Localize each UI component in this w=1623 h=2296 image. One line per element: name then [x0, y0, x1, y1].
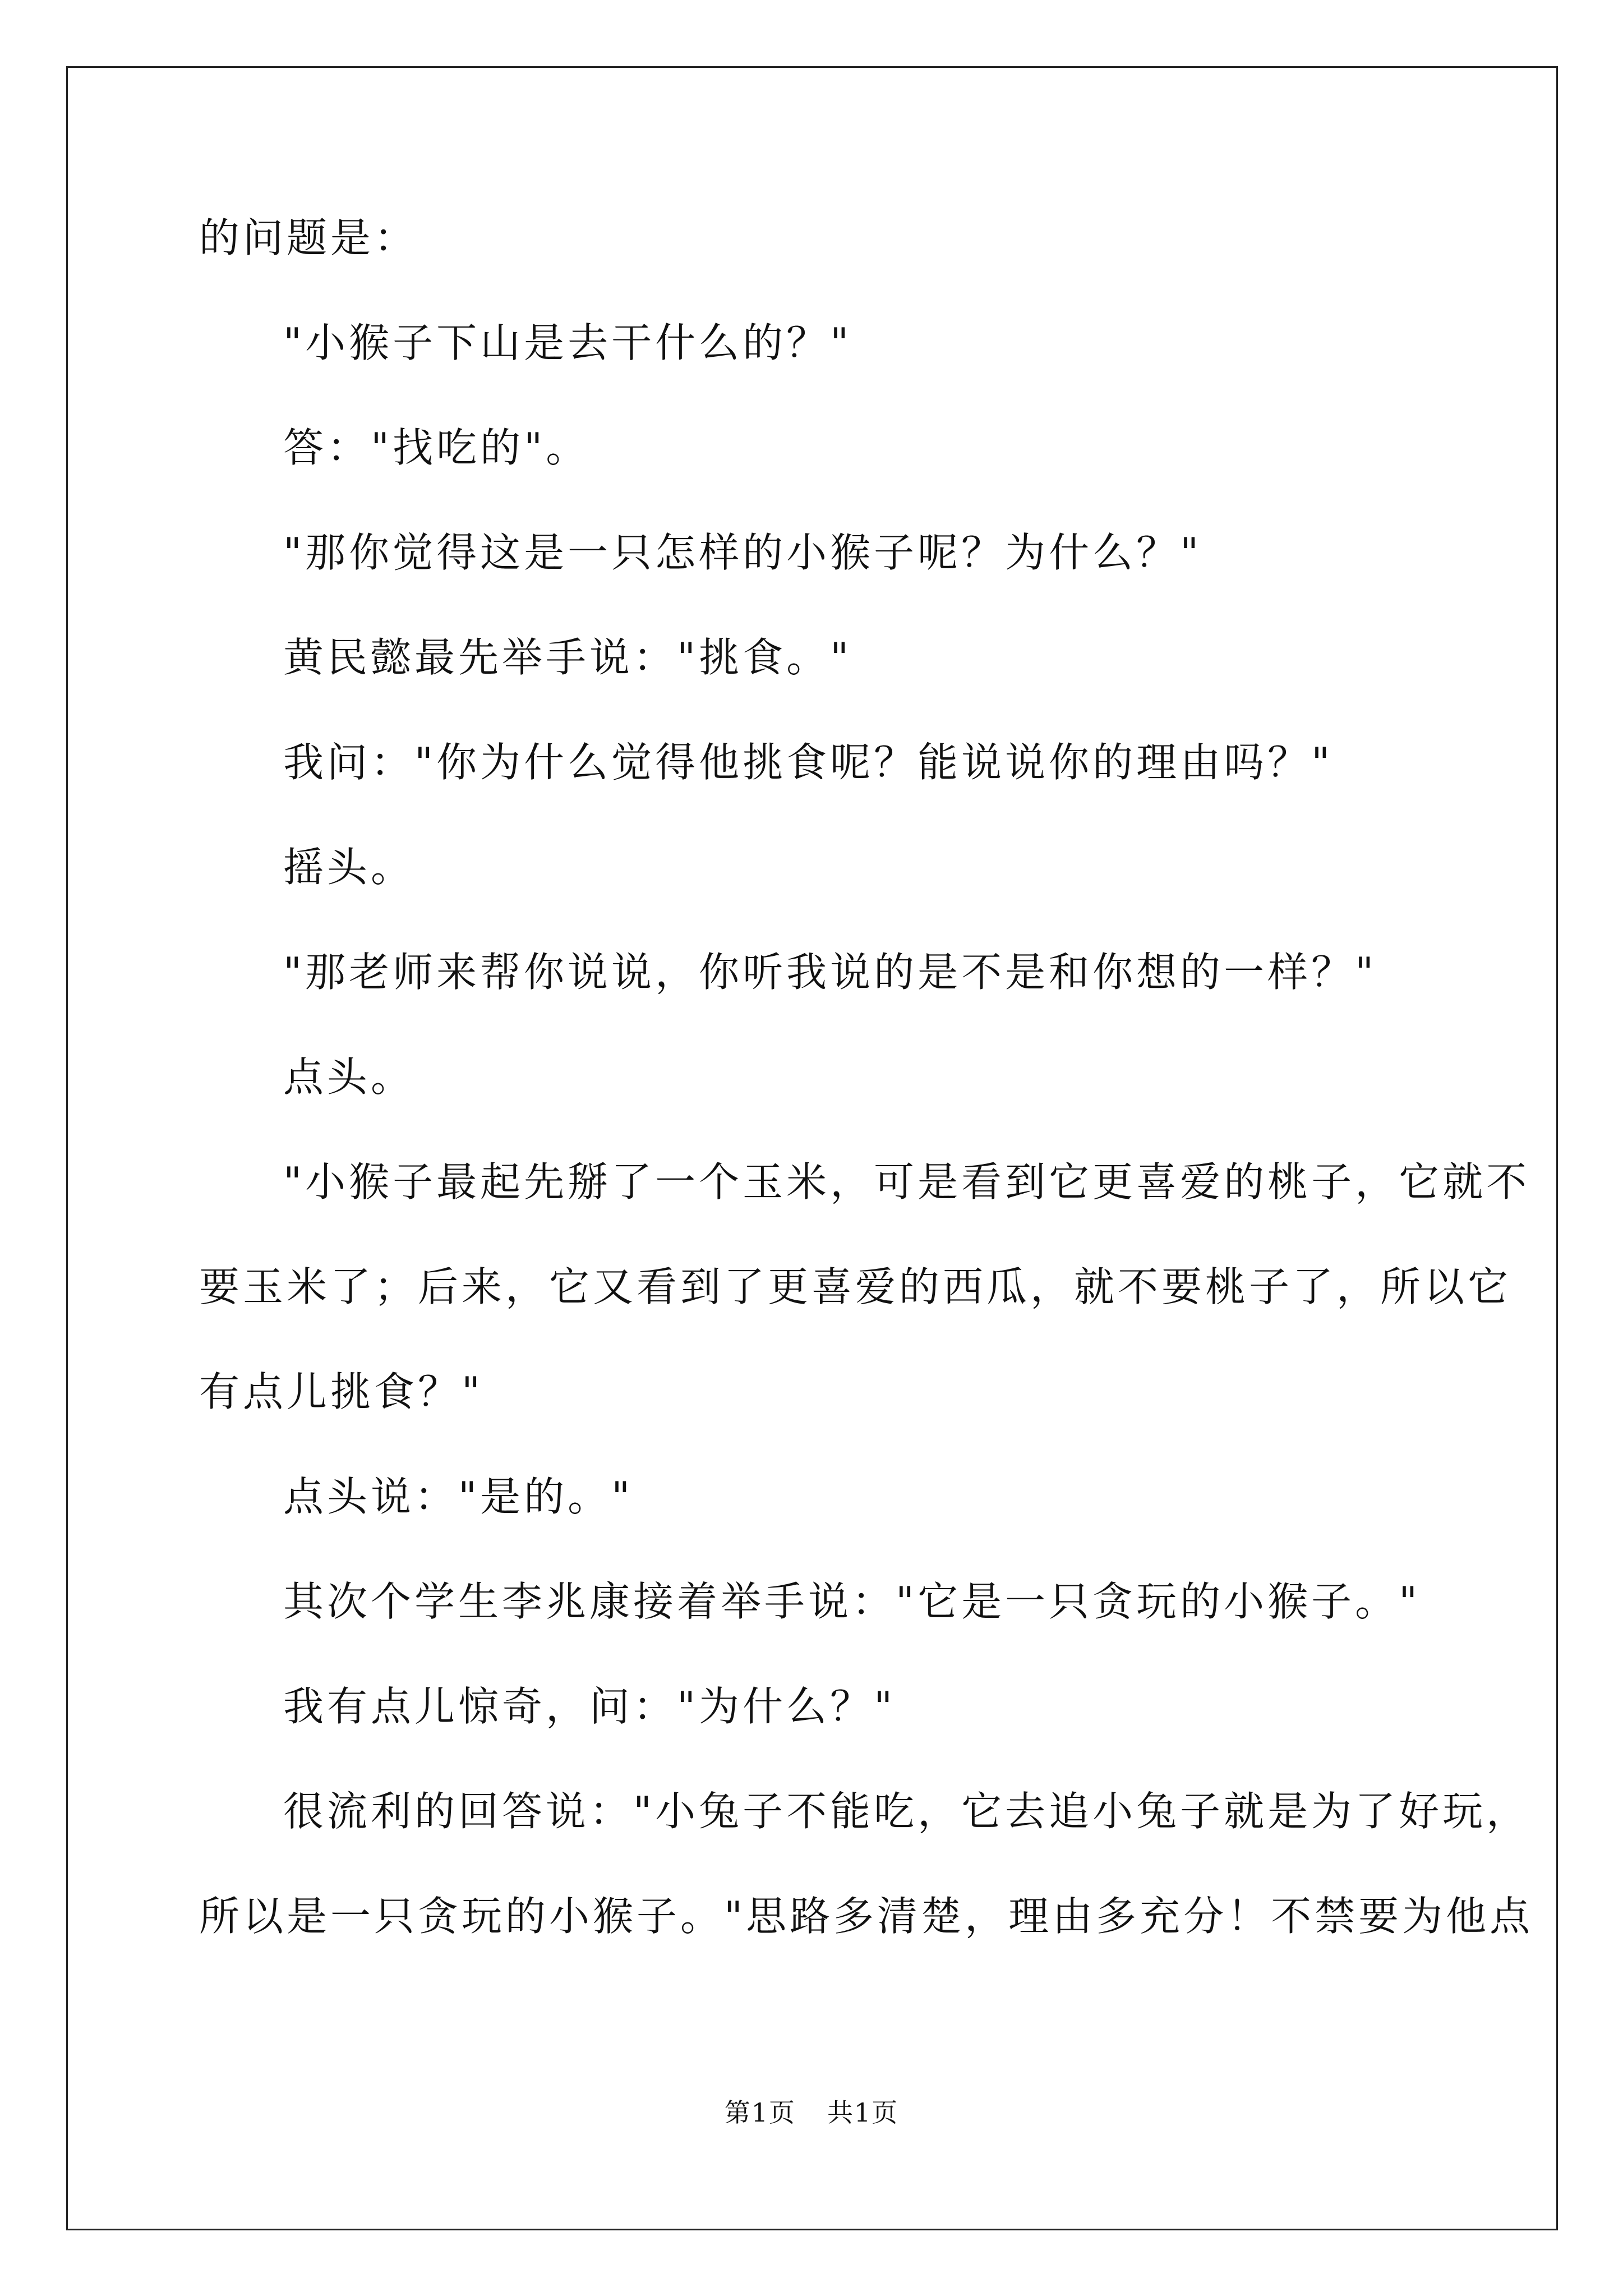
text-line-16: 很流利的回答说："小兔子不能吃，它去追小兔子就是为了好玩，	[283, 1788, 1530, 1835]
text-line-1: 的问题是：	[199, 214, 418, 261]
text-line-14: 其次个学生李兆康接着举手说："它是一只贪玩的小猴子。"	[283, 1578, 1421, 1625]
text-line-5: 黄民懿最先举手说："挑食。"	[283, 634, 852, 681]
text-line-12: 有点儿挑食？"	[199, 1368, 484, 1415]
text-line-9: 点头。	[283, 1053, 415, 1101]
text-line-10: "小猴子最起先掰了一个玉米，可是看到它更喜爱的桃子，它就不	[283, 1158, 1530, 1205]
text-line-6: 我问："你为什么觉得他挑食呢？能说说你的理由吗？"	[283, 739, 1334, 786]
text-line-8: "那老师来帮你说说，你听我说的是不是和你想的一样？"	[283, 949, 1377, 996]
text-line-17: 所以是一只贪玩的小猴子。"思路多清楚，理由多充分！不禁要为他点	[199, 1893, 1534, 1940]
text-line-3: 答："找吃的"。	[283, 424, 590, 471]
text-line-7: 摇头。	[283, 844, 415, 891]
page-total: 共1页	[827, 2097, 899, 2128]
text-line-2: "小猴子下山是去干什么的？"	[283, 319, 852, 366]
page-number: 第1页	[724, 2097, 796, 2128]
text-line-11: 要玉米了；后来，它又看到了更喜爱的西瓜，就不要桃子了，所以它	[199, 1263, 1512, 1310]
text-line-13: 点头说："是的。"	[283, 1473, 634, 1520]
page-footer	[0, 2096, 1623, 2129]
text-line-4: "那你觉得这是一只怎样的小猴子呢？为什么？"	[283, 529, 1202, 576]
text-line-15: 我有点儿惊奇，问："为什么？"	[283, 1683, 896, 1730]
